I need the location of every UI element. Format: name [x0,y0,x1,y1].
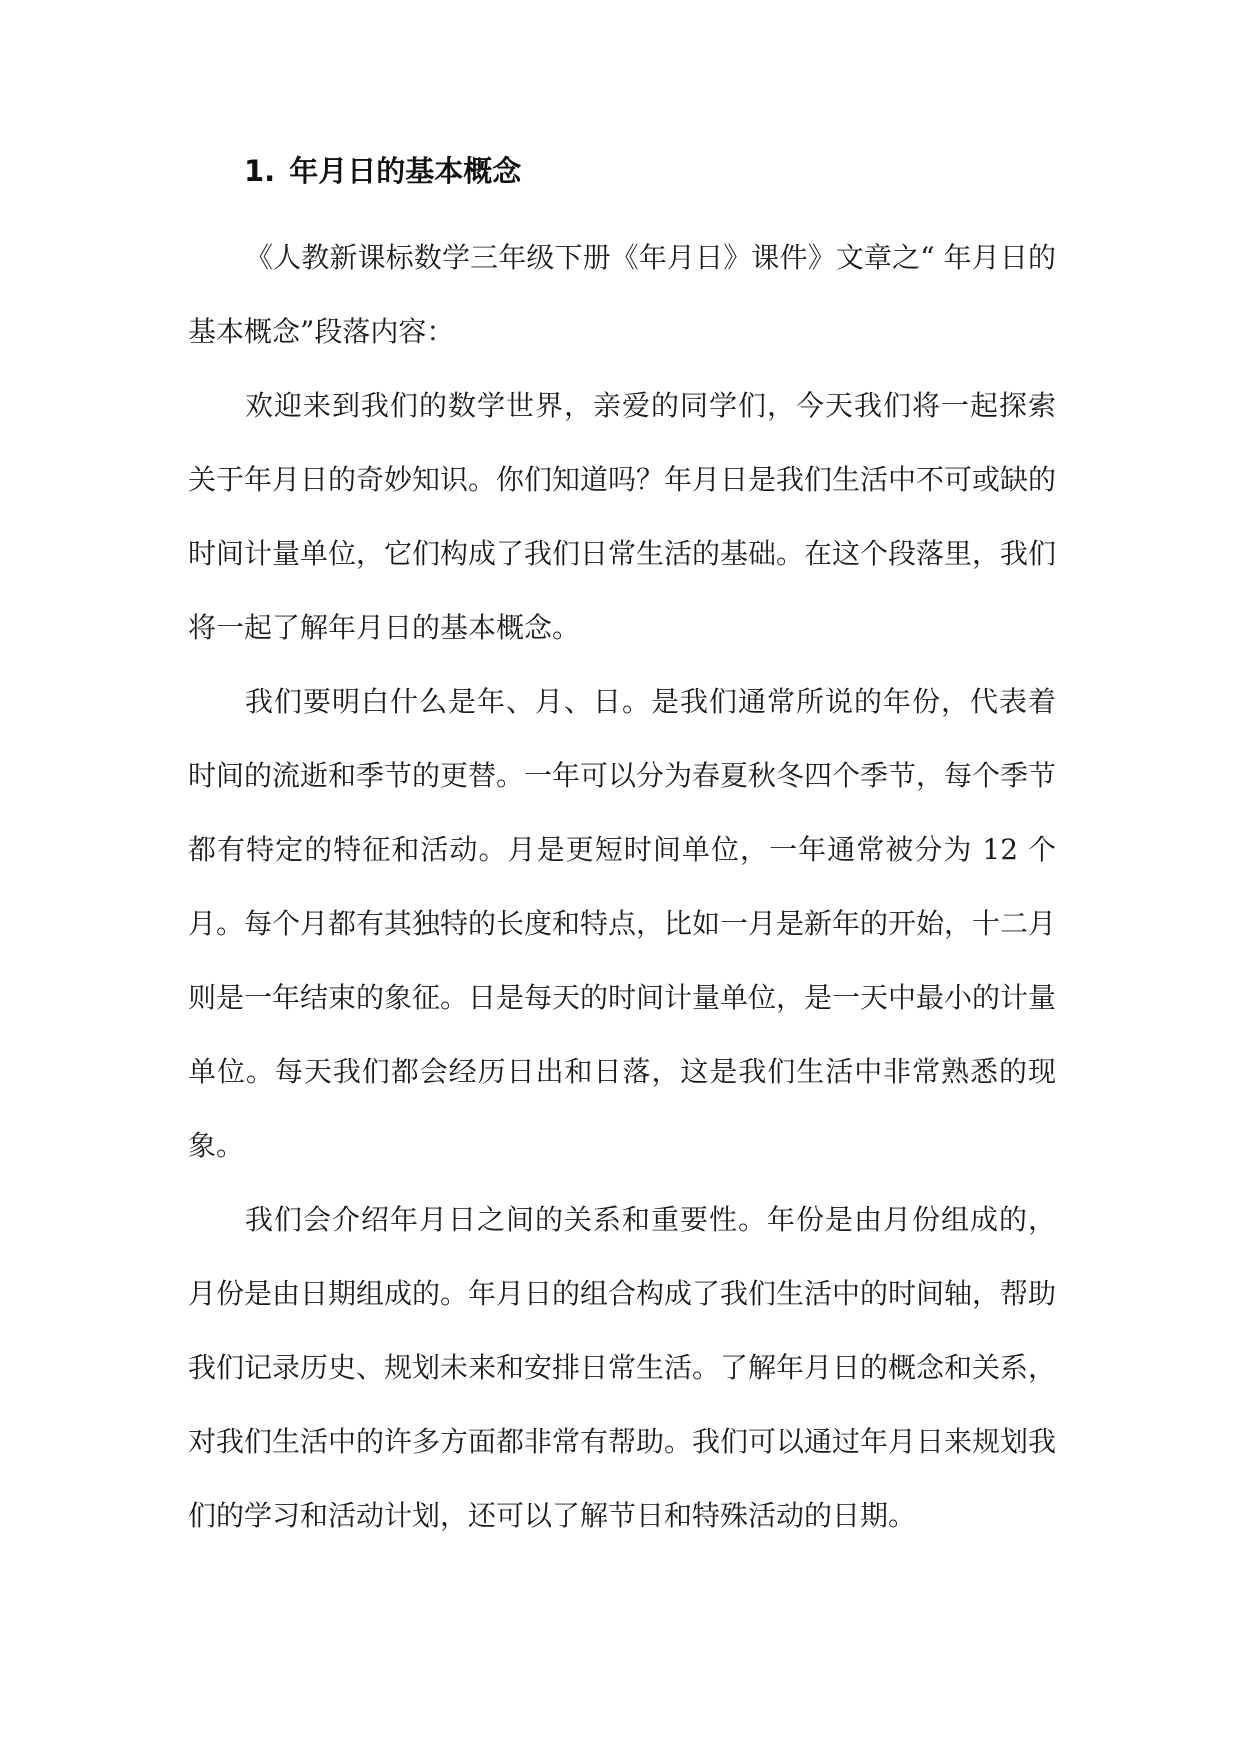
paragraph-relationships: 我们会介绍年月日之间的关系和重要性。年份是由月份组成的，月份是由日期组成的。年月日的组合构成了我们生活中的时间轴，帮助我们记录历史、规划未来和安排日常生活。了解年月日的概念和关系，对我们生活中的许多方面都非常有帮助。我们可以通过年月日来规划我们的学习和活动计划，还可以了解节日和特殊活动的日期。 [188,1203,1057,1532]
paragraph-welcome: 欢迎来到我们的数学世界，亲爱的同学们，今天我们将一起探索关于年月日的奇妙知识。你们知道吗？年月日是我们生活中不可或缺的时间计量单位，它们构成了我们日常生活的基础。在这个段落里，我们将一起了解年月日的基本概念。 [188,389,1057,644]
section-title: 年月日的基本概念 [289,154,522,188]
section-number: 1. [244,154,276,188]
paragraph-definitions: 我们要明白什么是年、月、日。是我们通常所说的年份，代表着时间的流逝和季节的更替。一年可以分为春夏秋冬四个季节，每个季节都有特定的特征和活动。月是更短时间单位，一年通常被分为 12 个月。每个月都有其独特的长度和特点，比如一月是新年的开始，十二月则是一年结束的象征。日是每天的时间计量单位，是一天中最小的计量单位。每天我们都会经历日出和日落，这是我们生活中非常熟悉的现象。 [188,685,1057,1162]
document-body [188,221,1056,1553]
paragraph-intro: 《人教新课标数学三年级下册《年月日》课件》文章之“ 年月日的基本概念”段落内容： [188,241,1056,348]
section-heading [244,146,521,196]
